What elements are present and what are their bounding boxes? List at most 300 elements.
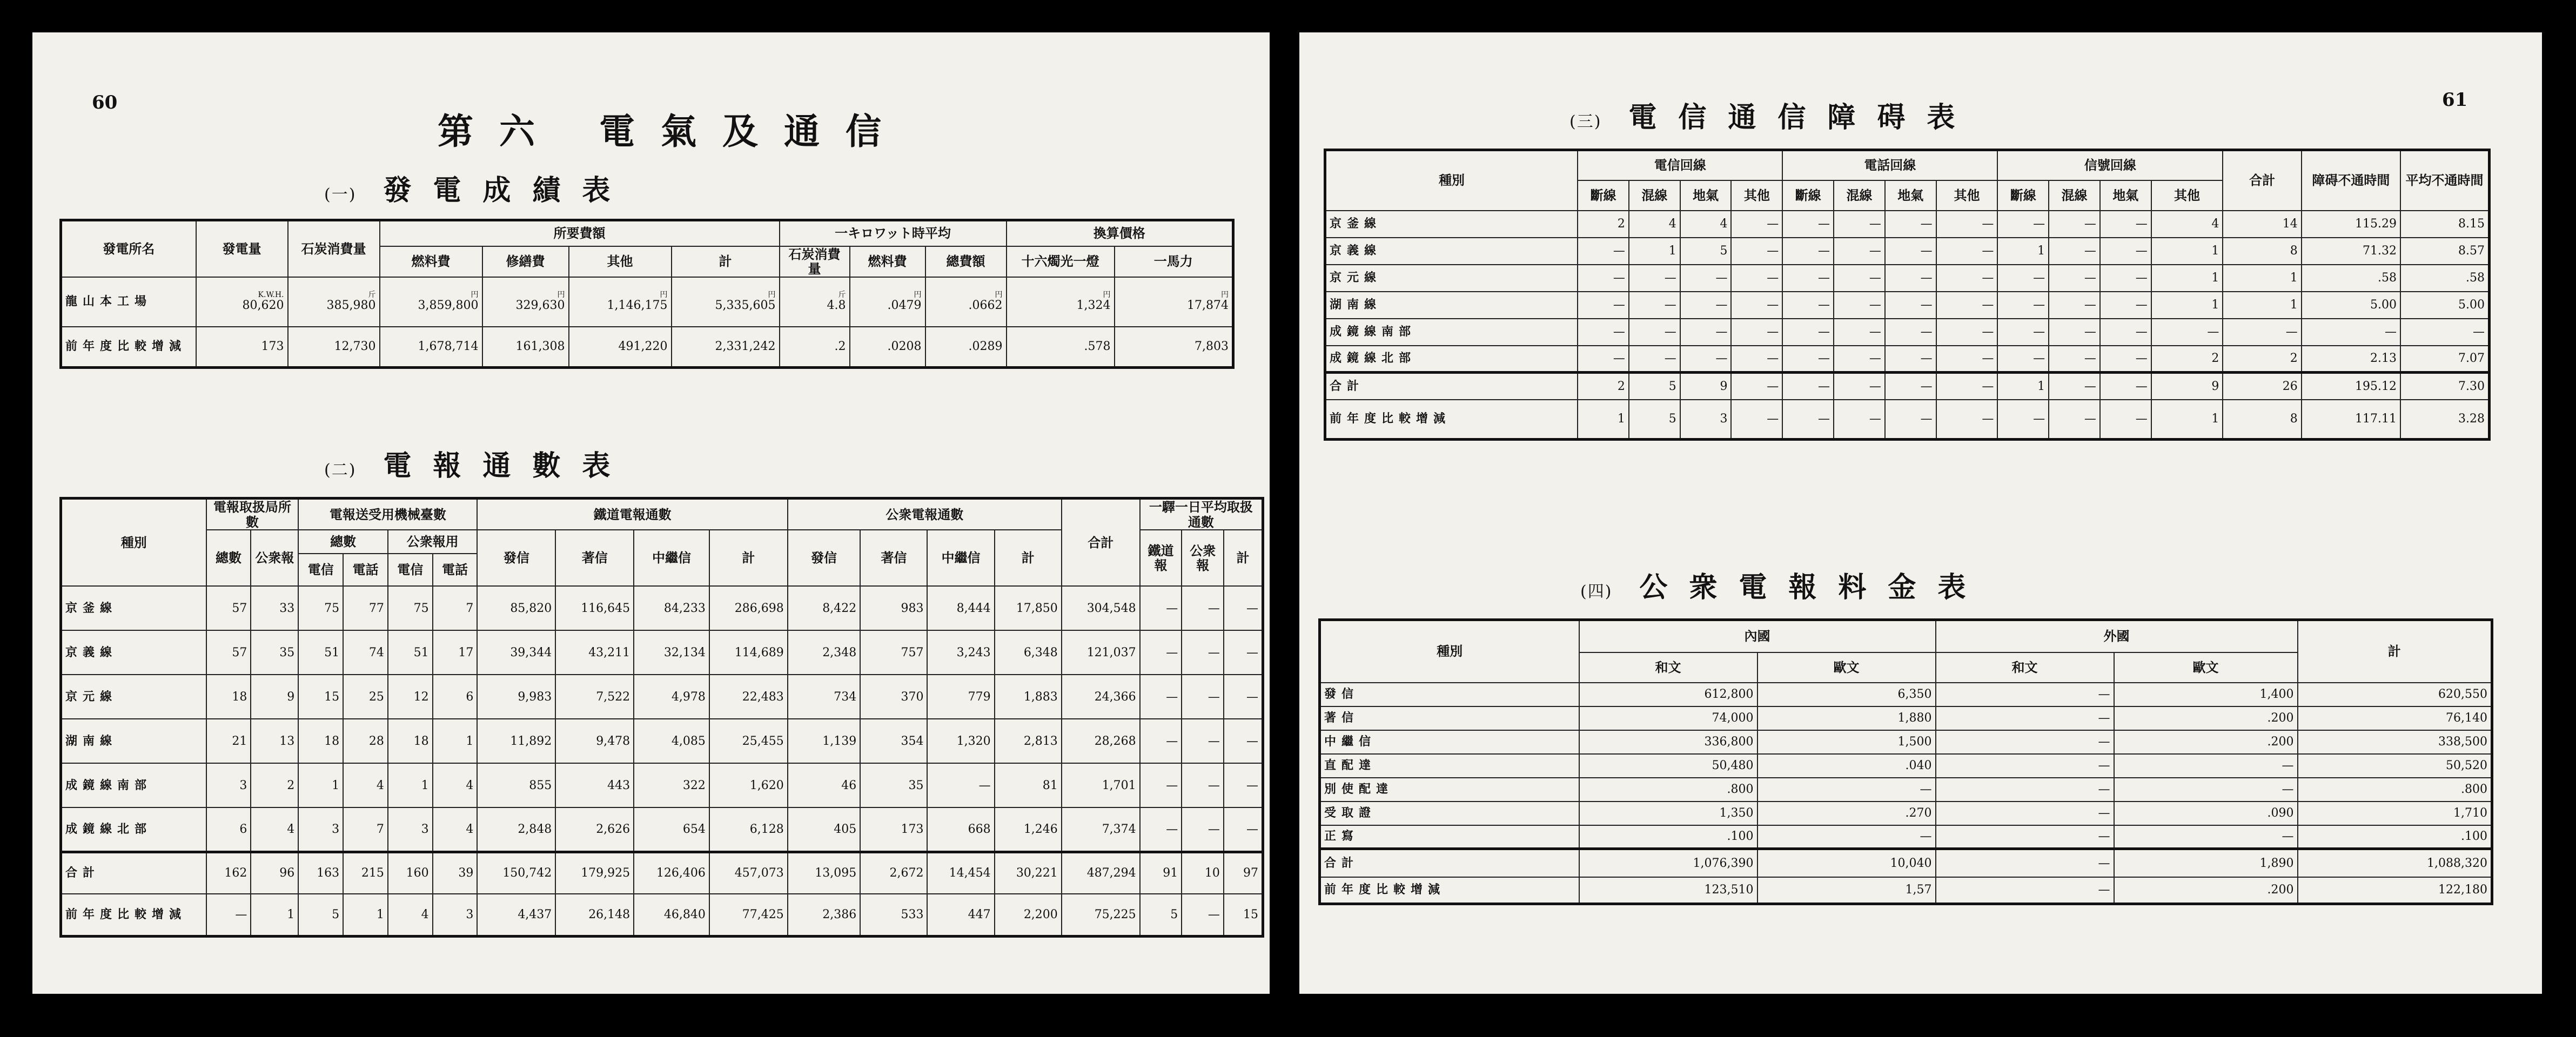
unit-label: K.W.H. (258, 291, 284, 300)
row-label: 龍山本工場 (61, 277, 196, 327)
cell: 2,848 (477, 807, 555, 852)
cell: 195.12 (2302, 373, 2400, 400)
cell: 8 (2223, 400, 2301, 440)
cell: 2,200 (995, 894, 1062, 936)
cell: — (2049, 400, 2100, 440)
table-row (1320, 849, 2492, 877)
row-label: 正寫 (1320, 825, 1579, 849)
row-label: 合計 (61, 852, 206, 894)
cell: — (2223, 319, 2301, 346)
cell: 1,320 (927, 719, 994, 763)
cell: 654 (634, 807, 709, 852)
cell: 1,139 (788, 719, 861, 763)
sub-fuel-cost: 燃料費 (380, 246, 482, 277)
cell: 1,883 (995, 675, 1062, 719)
cell (780, 277, 850, 327)
cell-value: 1,324 (1076, 299, 1111, 313)
sub-crossed: 混線 (1834, 180, 1885, 211)
cell: — (1680, 346, 1732, 373)
cell: — (1140, 630, 1182, 675)
row-label: 湖南線 (1325, 292, 1578, 319)
cell: — (1680, 319, 1732, 346)
telegram-table-header (61, 499, 1263, 587)
cell: 5 (1680, 238, 1732, 265)
cell: 4 (433, 763, 478, 807)
unit-label: 円 (914, 291, 922, 300)
right-page (1299, 32, 2542, 994)
cell: 14 (2223, 211, 2301, 238)
cell: .200 (2114, 877, 2298, 904)
cell: — (1140, 719, 1182, 763)
row-label: 成鏡線南部 (61, 763, 206, 807)
cell: — (1680, 265, 1732, 292)
sub-avg-public: 公衆報 (1182, 530, 1224, 586)
cell: — (1936, 825, 2114, 849)
row-label: 京元線 (61, 675, 206, 719)
sub-repair-cost: 修繕費 (482, 246, 569, 277)
cell: 8,422 (788, 586, 861, 630)
cell: 28,268 (1062, 719, 1140, 763)
cell: 405 (788, 807, 861, 852)
cell: 1 (433, 719, 478, 763)
col-conversion-header: 換算價格 (1007, 220, 1233, 246)
cell: 91 (1140, 852, 1182, 894)
cell: 4 (2151, 211, 2223, 238)
sub-crossed: 混線 (1629, 180, 1680, 211)
cell: 46,840 (634, 894, 709, 936)
cell: 533 (860, 894, 927, 936)
cell: 7 (433, 586, 478, 630)
sub-offices-public: 公衆報 (251, 530, 298, 586)
cell: 26,148 (555, 894, 634, 936)
cell: — (1140, 807, 1182, 852)
cell: .2 (780, 327, 850, 368)
unit-label: 円 (471, 291, 479, 300)
table-row (1320, 802, 2492, 825)
sub-cut: 斷線 (1997, 180, 2049, 211)
cell: 35 (251, 630, 298, 675)
cell: 370 (860, 675, 927, 719)
row-label: 成鏡線北部 (61, 807, 206, 852)
cell (569, 277, 672, 327)
cell: — (1834, 400, 1885, 440)
cell-value: 3,859,800 (418, 299, 479, 313)
cell: — (1224, 763, 1263, 807)
cell: 28 (343, 719, 388, 763)
cell: 51 (388, 630, 433, 675)
cell: — (1731, 346, 1782, 373)
cell: 15 (1224, 894, 1263, 936)
sub-candle-price: 十六燭光一燈 (1007, 246, 1115, 277)
cell: 4,085 (634, 719, 709, 763)
left-page (32, 32, 1270, 994)
cell: 9 (2151, 373, 2223, 400)
sub-rail-send: 發信 (477, 530, 555, 586)
cell: 32,134 (634, 630, 709, 675)
cell: 5 (298, 894, 343, 936)
table-row (1320, 825, 2492, 849)
cell (1007, 277, 1115, 327)
cell: 14,454 (927, 852, 994, 894)
cell: 1 (388, 763, 433, 807)
sub-fuel-per-kwh: 燃料費 (850, 246, 925, 277)
cell: 2,348 (788, 630, 861, 675)
cell: 1 (2223, 292, 2301, 319)
row-label: 成鏡線南部 (1325, 319, 1578, 346)
cell: 4 (1680, 211, 1732, 238)
cell: 74 (343, 630, 388, 675)
cell: 97 (1224, 852, 1263, 894)
fee-table-body (1320, 683, 2492, 904)
cell: 30,221 (995, 852, 1062, 894)
cell: 21 (206, 719, 251, 763)
telegram-fee-table (1318, 618, 2493, 905)
cell: — (2049, 238, 2100, 265)
cell: 9 (251, 675, 298, 719)
cell: 6,128 (709, 807, 788, 852)
table2-title: 電報通數表 (383, 449, 632, 482)
cell: — (2100, 211, 2151, 238)
cell: 121,037 (1062, 630, 1140, 675)
cell: — (1834, 292, 1885, 319)
cell: 2 (2151, 346, 2223, 373)
cell: 115.29 (2302, 211, 2400, 238)
cell: — (1936, 849, 2114, 877)
cell: .800 (2298, 778, 2492, 802)
cell: — (1997, 292, 2049, 319)
cell: 304,548 (1062, 586, 1140, 630)
sub-public-sum: 計 (995, 530, 1062, 586)
cell: .58 (2302, 265, 2400, 292)
col-per-kwh-header: 一キロワット時平均 (780, 220, 1007, 246)
cell: — (1140, 763, 1182, 807)
cell: — (1629, 265, 1680, 292)
col-kind-header: 種別 (1320, 620, 1579, 683)
cell: — (1936, 238, 1998, 265)
cell: — (206, 894, 251, 936)
cell: 3.28 (2400, 400, 2489, 440)
cell: 1,880 (1757, 706, 1936, 730)
grp-domestic: 內國 (1579, 620, 1936, 652)
cell: 161,308 (482, 327, 569, 368)
cell: 491,220 (569, 327, 672, 368)
cell: — (1782, 238, 1834, 265)
cell (380, 277, 482, 327)
cell: 2 (251, 763, 298, 807)
sub-offices-total: 總數 (206, 530, 251, 586)
cell: .200 (2114, 730, 2298, 754)
cell: 57 (206, 586, 251, 630)
cell: — (1731, 211, 1782, 238)
table-row (1320, 683, 2492, 706)
cell (288, 277, 380, 327)
cell: 4 (433, 807, 478, 852)
row-label: 前年度比較增減 (61, 327, 196, 368)
unit-label: 円 (995, 291, 1003, 300)
cell: — (1782, 319, 1834, 346)
table-row (1320, 754, 2492, 778)
cell: 5 (1629, 400, 1680, 440)
table2-heading (324, 443, 632, 483)
cell: — (1997, 265, 2049, 292)
cell: 3 (1680, 400, 1732, 440)
cell: 22,483 (709, 675, 788, 719)
cell: — (2049, 211, 2100, 238)
col-machines-header: 電報送受用機械臺數 (298, 499, 477, 530)
cell: 114,689 (709, 630, 788, 675)
cell: — (1936, 754, 2114, 778)
cell: — (1936, 319, 1998, 346)
row-label: 湖南線 (61, 719, 206, 763)
cell: .800 (1579, 778, 1757, 802)
cell: 1,678,714 (380, 327, 482, 368)
cell: 1,57 (1757, 877, 1936, 904)
cell: .040 (1757, 754, 1936, 778)
sub-european-text: 歐文 (2114, 652, 2298, 683)
cell: 17 (433, 630, 478, 675)
cell: — (2100, 400, 2151, 440)
cell: 10 (1182, 852, 1224, 894)
row-label: 京釜線 (1325, 211, 1578, 238)
cell: — (2049, 265, 2100, 292)
telegram-count-table (59, 497, 1264, 938)
cell: 286,698 (709, 586, 788, 630)
cell: 12,730 (288, 327, 380, 368)
row-label: 前年度比較增減 (1320, 877, 1579, 904)
sub-machines-public-use: 公衆報用 (388, 530, 478, 554)
sub-rail-relay: 中繼信 (634, 530, 709, 586)
cell: — (1182, 630, 1224, 675)
cell: 1,076,390 (1579, 849, 1757, 877)
cell: — (1578, 319, 1629, 346)
cell: 3 (298, 807, 343, 852)
sub-other-cost: 其他 (569, 246, 672, 277)
cell: — (1834, 319, 1885, 346)
cell: — (1182, 807, 1224, 852)
cell: 855 (477, 763, 555, 807)
cell: 6 (433, 675, 478, 719)
cell-value: 17,874 (1187, 299, 1229, 313)
cell: 77,425 (709, 894, 788, 936)
cell: — (1936, 400, 1998, 440)
cell: 8.57 (2400, 238, 2489, 265)
row-label: 直配達 (1320, 754, 1579, 778)
cell (850, 277, 925, 327)
cell: 26 (2223, 373, 2301, 400)
cell: 3 (206, 763, 251, 807)
cell: — (1182, 763, 1224, 807)
table-row (1325, 373, 2490, 400)
row-label: 別使配達 (1320, 778, 1579, 802)
cell: .578 (1007, 327, 1115, 368)
cell: 81 (995, 763, 1062, 807)
cell: 1,710 (2298, 802, 2492, 825)
sub-crossed: 混線 (2049, 180, 2100, 211)
cell: 4 (251, 807, 298, 852)
cell: 4,437 (477, 894, 555, 936)
cell: — (2100, 265, 2151, 292)
table4-heading (1580, 564, 1987, 605)
sub-ground: 地氣 (1885, 180, 1936, 211)
cell: 1 (1997, 373, 2049, 400)
cell: — (1182, 675, 1224, 719)
cell: 25,455 (709, 719, 788, 763)
row-label: 京釜線 (61, 586, 206, 630)
cell: 1 (298, 763, 343, 807)
cell: — (1731, 238, 1782, 265)
row-label: 發信 (1320, 683, 1579, 706)
cell: 51 (298, 630, 343, 675)
table-row (1320, 730, 2492, 754)
cell: .200 (2114, 706, 2298, 730)
cell: — (1182, 719, 1224, 763)
cell: — (1936, 292, 1998, 319)
telegram-table-body (61, 586, 1263, 936)
sub-total-per-kwh: 總費額 (925, 246, 1007, 277)
cell: — (1224, 630, 1263, 675)
row-label: 中繼信 (1320, 730, 1579, 754)
unit-label: 円 (557, 291, 565, 300)
cell: — (1182, 894, 1224, 936)
col-fault-hours-header: 障碍不通時間 (2302, 150, 2400, 211)
sub-other: 其他 (2151, 180, 2223, 211)
cell: — (1140, 586, 1182, 630)
col-generation-header: 發電量 (196, 220, 288, 277)
grp-signal-lines: 信號回線 (1997, 150, 2223, 180)
cell: 13,095 (788, 852, 861, 894)
table-row (1325, 238, 2490, 265)
col-kind-header: 種別 (1325, 150, 1578, 211)
cell: — (2049, 346, 2100, 373)
cell: — (1629, 292, 1680, 319)
cell: — (1731, 400, 1782, 440)
sub-ground: 地氣 (1680, 180, 1732, 211)
cell: — (1936, 683, 2114, 706)
cell: 3 (388, 807, 433, 852)
cell: — (2151, 319, 2223, 346)
cell: 338,500 (2298, 730, 2492, 754)
cell: 77 (343, 586, 388, 630)
cell: — (1782, 400, 1834, 440)
cell: — (1834, 238, 1885, 265)
cell: .100 (1579, 825, 1757, 849)
cell: 447 (927, 894, 994, 936)
cell: 5.00 (2302, 292, 2400, 319)
cell (196, 277, 288, 327)
cell: 7.30 (2400, 373, 2489, 400)
cell: 3,243 (927, 630, 994, 675)
cell: 50,520 (2298, 754, 2492, 778)
cell: — (1731, 292, 1782, 319)
cell: 17,850 (995, 586, 1062, 630)
cell: 4,978 (634, 675, 709, 719)
cell: — (1936, 802, 2114, 825)
col-grand-total-header: 合計 (1062, 499, 1140, 587)
cell-value: 329,630 (515, 299, 565, 313)
power-generation-table (59, 219, 1235, 369)
cell: — (2049, 319, 2100, 346)
cell: 75 (388, 586, 433, 630)
cell: 1,400 (2114, 683, 2298, 706)
sub-horsepower-price: 一馬力 (1115, 246, 1233, 277)
cell: 163 (298, 852, 343, 894)
row-label: 合計 (1325, 373, 1578, 400)
cell: 2,331,242 (672, 327, 780, 368)
page-number-right: 61 (2442, 89, 2468, 111)
table3-number: (三) (1569, 112, 1602, 131)
table-row (1325, 346, 2490, 373)
cell: 7.07 (2400, 346, 2489, 373)
cell: — (1885, 211, 1936, 238)
cell: 336,800 (1579, 730, 1757, 754)
cell: — (2049, 373, 2100, 400)
cell: .58 (2400, 265, 2489, 292)
unit-label: 円 (660, 291, 668, 300)
cell: 18 (206, 675, 251, 719)
sub-japanese-text: 和文 (1936, 652, 2114, 683)
cell: 84,233 (634, 586, 709, 630)
row-label: 成鏡線北部 (1325, 346, 1578, 373)
table4-number: (四) (1580, 582, 1613, 601)
cell: 322 (634, 763, 709, 807)
cell: — (1834, 373, 1885, 400)
cell: — (1997, 346, 2049, 373)
cell: 983 (860, 586, 927, 630)
cell: 620,550 (2298, 683, 2492, 706)
cell: — (1782, 373, 1834, 400)
cell-value: .0479 (887, 299, 922, 313)
cell: 2,813 (995, 719, 1062, 763)
table-row (61, 852, 1263, 894)
cell: 354 (860, 719, 927, 763)
sub-japanese-text: 和文 (1579, 652, 1757, 683)
cell: 1,620 (709, 763, 788, 807)
cell: 7,374 (1062, 807, 1140, 852)
table1-heading (324, 167, 632, 208)
cell: 123,510 (1579, 877, 1757, 904)
cell: — (2100, 373, 2151, 400)
sub-coal-per-kwh: 石炭消費量 (780, 246, 850, 277)
table-row (61, 675, 1263, 719)
col-rail-telegram-header: 鐵道電報通數 (477, 499, 787, 530)
row-label: 前年度比較增減 (1325, 400, 1578, 440)
cell: 8.15 (2400, 211, 2489, 238)
cell: 15 (298, 675, 343, 719)
cell: — (1680, 292, 1732, 319)
col-station-header: 發電所名 (61, 220, 196, 277)
cell: 126,406 (634, 852, 709, 894)
col-offices-header: 電報取扱局所數 (206, 499, 299, 530)
cell: 2,386 (788, 894, 861, 936)
cell: 10,040 (1757, 849, 1936, 877)
cell: .0208 (850, 327, 925, 368)
cell: 443 (555, 763, 634, 807)
table-row (1320, 706, 2492, 730)
table-row (1325, 400, 2490, 440)
cell-value: 5,335,605 (715, 299, 776, 313)
cell: .100 (2298, 825, 2492, 849)
cell: 779 (927, 675, 994, 719)
cell: 71.32 (2302, 238, 2400, 265)
cell: 668 (927, 807, 994, 852)
cell: — (2400, 319, 2489, 346)
cell: 5 (1140, 894, 1182, 936)
cell: — (1731, 265, 1782, 292)
cell: — (1224, 586, 1263, 630)
cell: 6,350 (1757, 683, 1936, 706)
cell-value: 4.8 (827, 299, 846, 313)
cell: — (1731, 319, 1782, 346)
